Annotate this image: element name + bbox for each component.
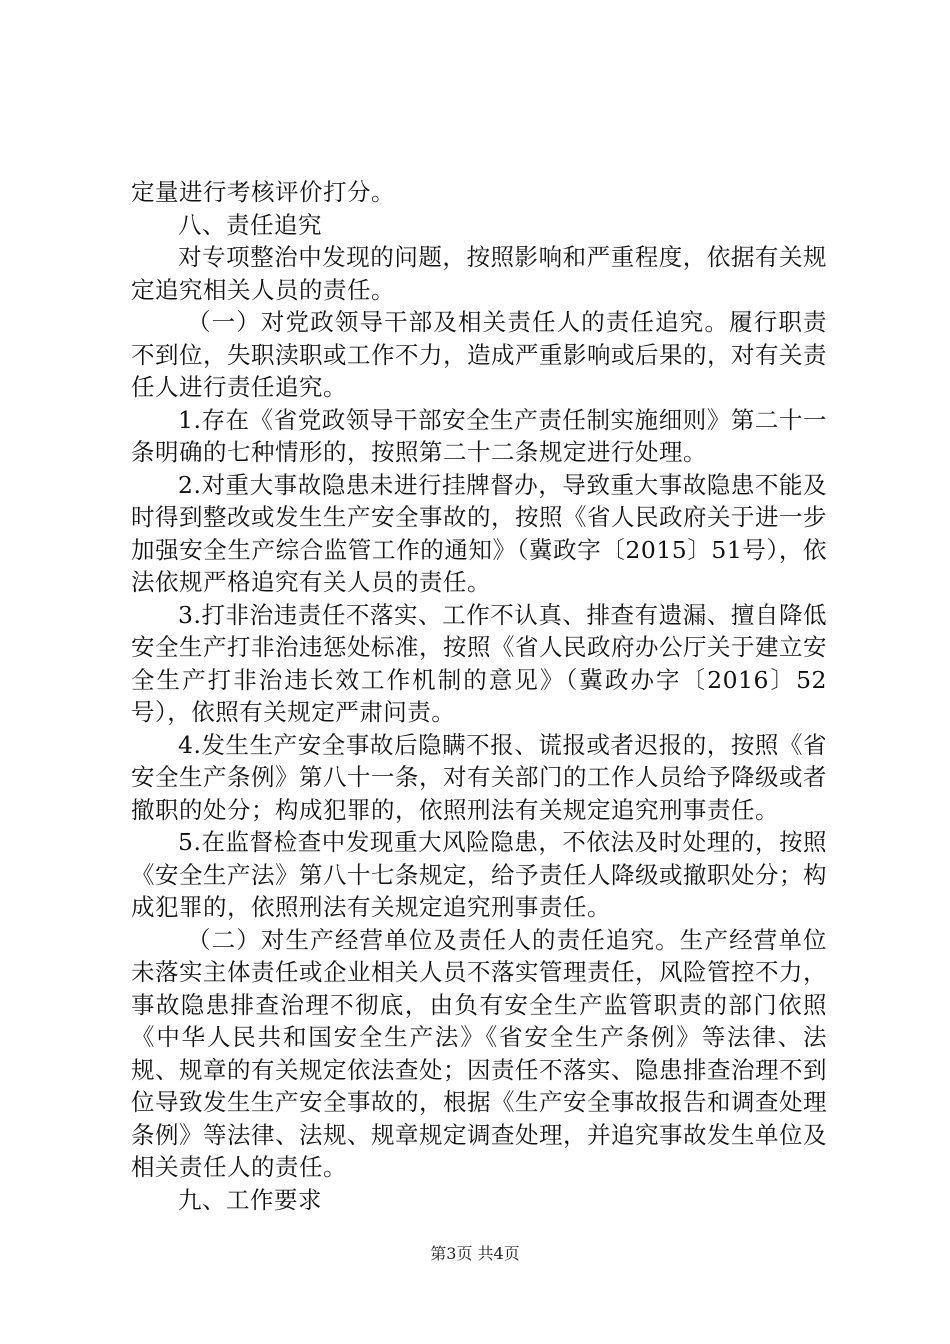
list-item-5: 5.在监督检查中发现重大风险隐患，不依法及时处理的，按照《安全生产法》第八十七条规定，给予责任人降级或撤职处分；构成犯罪的，依照刑法有关规定追究刑事责任。	[131, 828, 827, 921]
paragraph-subsection-1: （一）对党政领导干部及相关责任人的责任追究。履行职责不到位，失职渎职或工作不力，造成严重影响或后果的，对有关责任人进行责任追究。	[131, 308, 827, 401]
page-number-footer: 第3页 共4页	[430, 1244, 520, 1263]
paragraph-subsection-2: （二）对生产经营单位及责任人的责任追究。生产经营单位未落实主体责任或企业相关人员不落实管理责任，风险管控不力，事故隐患排查治理不彻底，由负有安全生产监管职责的部门依照《中华人民共和国安全生产法》《省安全生产条例》等法律、法规、规章的有关规定依法查处；因责任不落实、隐患排查治理不到位导致发生生产安全事故的，根据《生产安全事故报告和调查处理条例》等法律、法规、规章规定调查处理，并追究事故发生单位及相关责任人的责任。	[131, 925, 827, 1181]
list-item-2: 2.对重大事故隐患未进行挂牌督办，导致重大事故隐患不能及时得到整改或发生生产安全事故的，按照《省人民政府关于进一步加强安全生产综合监管工作的通知》（冀政字〔2015〕51号），依法依规严格追究有关人员的责任。	[131, 470, 827, 596]
list-item-1: 1.存在《省党政领导干部安全生产责任制实施细则》第二十一条明确的七种情形的，按照第二十二条规定进行处理。	[131, 405, 827, 466]
section-heading-accountability: 八、责任追究	[178, 210, 322, 239]
list-item-4: 4.发生生产安全事故后隐瞒不报、谎报或者迟报的，按照《省安全生产条例》第八十一条，对有关部门的工作人员给予降级或者撤职的处分；构成犯罪的，依照刑法有关规定追究刑事责任。	[131, 730, 827, 824]
document-body	[131, 176, 827, 1216]
list-item-3: 3.打非治违责任不落实、工作不认真、排查有遗漏、擅自降低安全生产打非治违惩处标准，按照《省人民政府办公厅关于建立安全生产打非治违长效工作机制的意见》（冀政办字〔2016〕52号），依照有关规定严肃问责。	[131, 600, 827, 726]
continuation-paragraph: 定量进行考核评价打分。	[131, 178, 395, 206]
section-heading-work-requirements: 九、工作要求	[178, 1185, 322, 1214]
paragraph-accountability-intro: 对专项整治中发现的问题，按照影响和严重程度，依据有关规定追究相关人员的责任。	[131, 243, 827, 304]
